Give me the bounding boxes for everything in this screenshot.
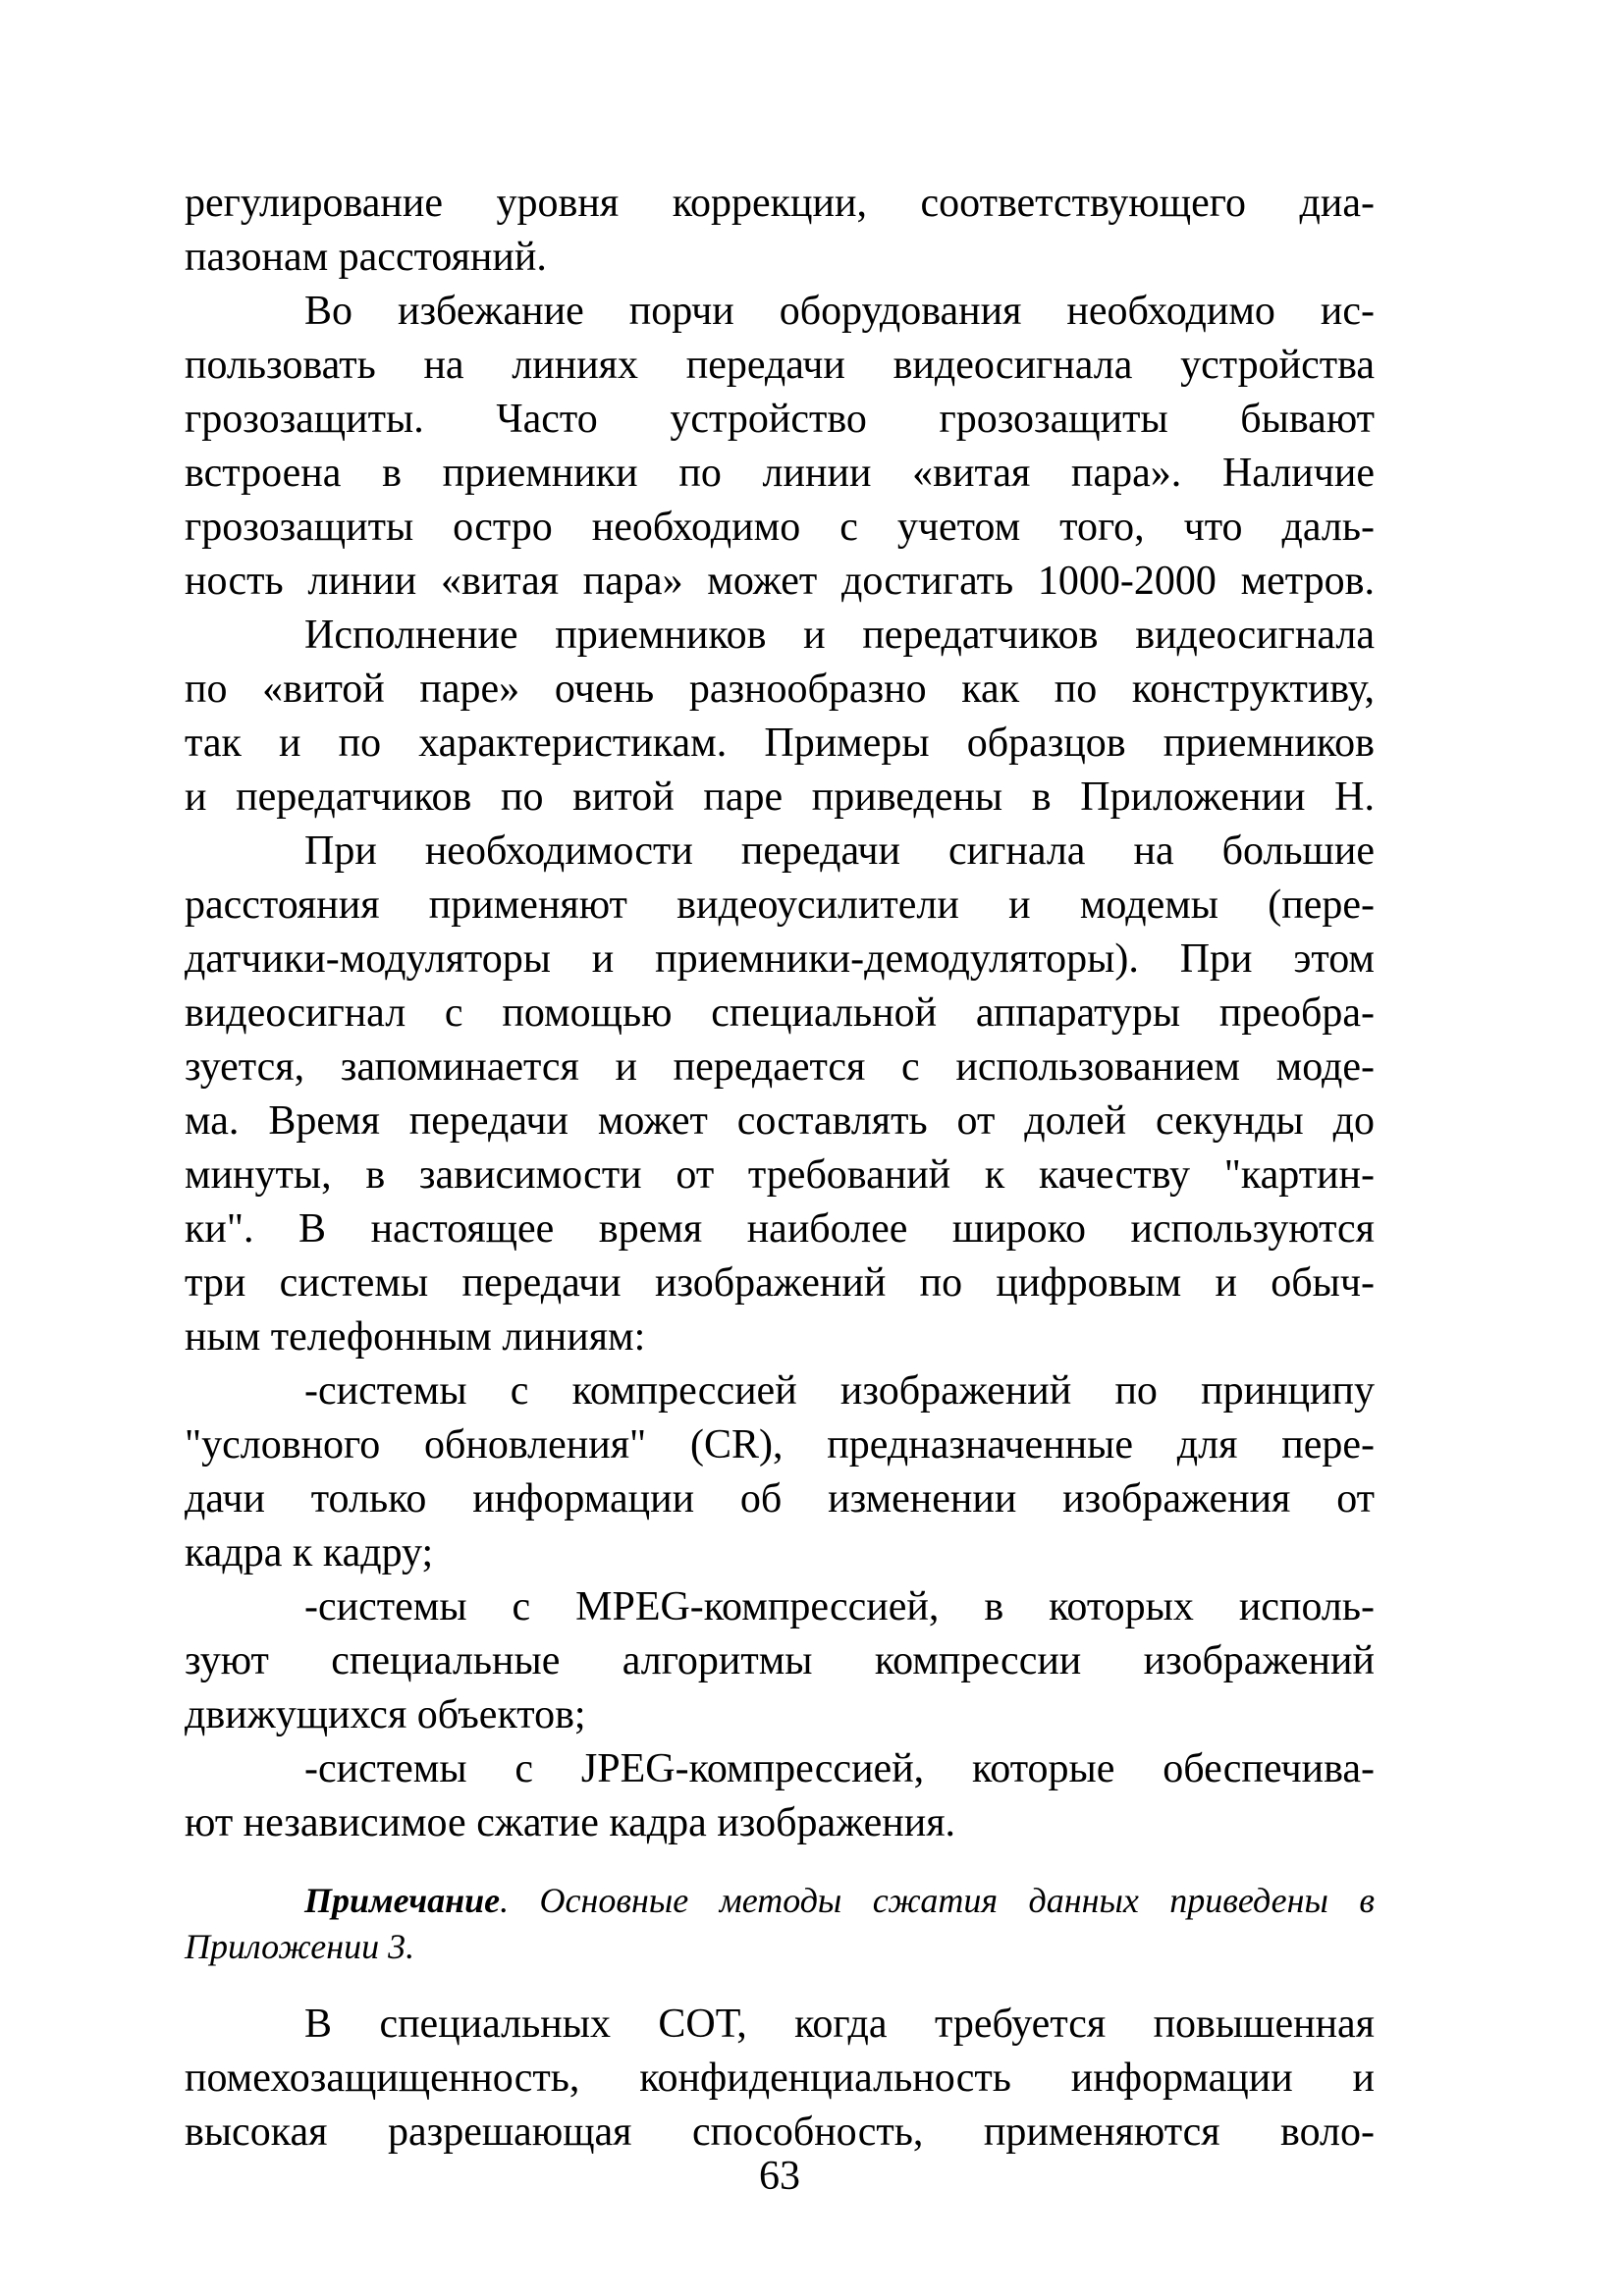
text-line [185, 825, 1375, 879]
text-segment: ным телефонным линиям: [185, 1314, 646, 1360]
paragraph-special-cctv [185, 1998, 1375, 2160]
paragraph-continuation [185, 177, 1375, 285]
text-line [185, 1634, 1375, 1688]
note-compression-methods [185, 1878, 1375, 1970]
text-segment: встроена в приемники по линии «витая пара». Наличие [185, 451, 1375, 496]
text-segment: видеосигнал с помощью специальной аппаратуры преобра- [185, 990, 1375, 1036]
text-line [185, 1472, 1375, 1526]
text-line [185, 2052, 1375, 2106]
paragraph-cr-systems [185, 1364, 1375, 1580]
text-segment: Исполнение приемников и передатчиков видеосигнала [304, 613, 1375, 658]
text-segment: -системы с JPEG-компрессией, которые обеспечива- [304, 1746, 1375, 1791]
text-segment: помехозащищенность, конфиденциальность информации и [185, 2056, 1375, 2101]
text-segment: зуется, запоминается и передается с использованием моде- [185, 1044, 1375, 1090]
text-line [185, 177, 1375, 231]
text-segment: кадра к кадру; [185, 1530, 434, 1575]
text-line [185, 1418, 1375, 1472]
text-line [185, 285, 1375, 339]
text-line [185, 1526, 1375, 1580]
note-label: Примечание [304, 1881, 501, 1920]
text-line [185, 1688, 1375, 1742]
text-segment: ма. Время передачи может составлять от долей секунды до [185, 1098, 1375, 1144]
text-line [185, 1742, 1375, 1796]
text-line [185, 447, 1375, 501]
text-line [185, 771, 1375, 825]
paragraph-mpeg-systems [185, 1580, 1375, 1742]
paragraph-receivers-transmitters [185, 609, 1375, 825]
text-line [185, 1041, 1375, 1095]
text-line [185, 879, 1375, 933]
text-line [185, 1364, 1375, 1418]
text-line [185, 339, 1375, 393]
text-segment: по «витой паре» очень разнообразно как по конструктиву, [185, 667, 1375, 712]
text-segment: пользовать на линиях передачи видеосигнала устройства [185, 343, 1375, 388]
text-line [185, 1580, 1375, 1634]
text-segment: -системы с компрессией изображений по принципу [304, 1368, 1375, 1414]
text-segment: высокая разрешающая способность, применяются воло- [185, 2109, 1375, 2155]
text-line [185, 1256, 1375, 1310]
text-segment: ют независимое сжатие кадра изображения. [185, 1800, 956, 1845]
text-line [185, 555, 1375, 609]
text-line [185, 231, 1375, 285]
paragraph-lightning-protection [185, 285, 1375, 609]
page-number: 63 [759, 2154, 800, 2199]
text-segment: В специальных СОТ, когда требуется повышенная [304, 2002, 1375, 2047]
text-line [185, 1310, 1375, 1364]
text-segment: ки". В настоящее время наиболее широко используются [185, 1206, 1375, 1252]
text-segment: расстояния применяют видеоусилители и модемы (пере- [185, 882, 1375, 928]
text-segment: При необходимости передачи сигнала на большие [304, 828, 1375, 874]
text-segment: пазонам расстояний. [185, 235, 547, 280]
text-segment: три системы передачи изображений по цифровым и обыч- [185, 1260, 1375, 1306]
text-segment: дачи только информации об изменении изображения от [185, 1476, 1375, 1522]
text-segment: Приложении 3. [185, 1927, 415, 1966]
text-line [185, 717, 1375, 771]
text-line [185, 609, 1375, 663]
text-line [185, 1796, 1375, 1850]
text-segment: грозозащиты остро необходимо с учетом того, что даль- [185, 505, 1375, 550]
text-segment: движущихся объектов; [185, 1692, 586, 1737]
text-line [185, 1148, 1375, 1202]
text-line [185, 1095, 1375, 1148]
text-line [185, 1878, 1375, 1924]
text-line [185, 1924, 1375, 1970]
text-segment: так и по характеристикам. Примеры образцов приемников [185, 721, 1375, 766]
text-segment: "условного обновления" (CR), предназначенные для пере- [185, 1422, 1375, 1468]
text-line [185, 1998, 1375, 2052]
text-segment: грозозащиты. Часто устройство грозозащиты бывают [185, 397, 1375, 442]
text-line [185, 987, 1375, 1041]
text-line [185, 1202, 1375, 1256]
text-segment: и передатчиков по витой паре приведены в Приложении Н. [185, 774, 1375, 820]
paragraph-jpeg-systems [185, 1742, 1375, 1850]
text-segment: -системы с MPEG-компрессией, в которых исполь- [304, 1584, 1375, 1629]
text-segment: регулирование уровня коррекции, соответствующего диа- [185, 181, 1375, 226]
text-segment: минуты, в зависимости от требований к качеству "картин- [185, 1152, 1375, 1198]
text-line [185, 933, 1375, 987]
paragraph-long-distance [185, 825, 1375, 1364]
text-line [185, 501, 1375, 555]
text-line [185, 393, 1375, 447]
text-segment: зуют специальные алгоритмы компрессии изображений [185, 1638, 1375, 1683]
page-text [185, 0, 1375, 2160]
text-segment: Во избежание порчи оборудования необходимо ис- [304, 289, 1375, 334]
text-segment: . Основные методы сжатия данных приведены в [500, 1881, 1375, 1920]
text-line [185, 663, 1375, 717]
text-segment: датчики-модуляторы и приемники-демодуляторы). При этом [185, 936, 1375, 982]
text-segment: ность линии «витая пара» может достигать 1000-2000 метров. [185, 559, 1375, 604]
